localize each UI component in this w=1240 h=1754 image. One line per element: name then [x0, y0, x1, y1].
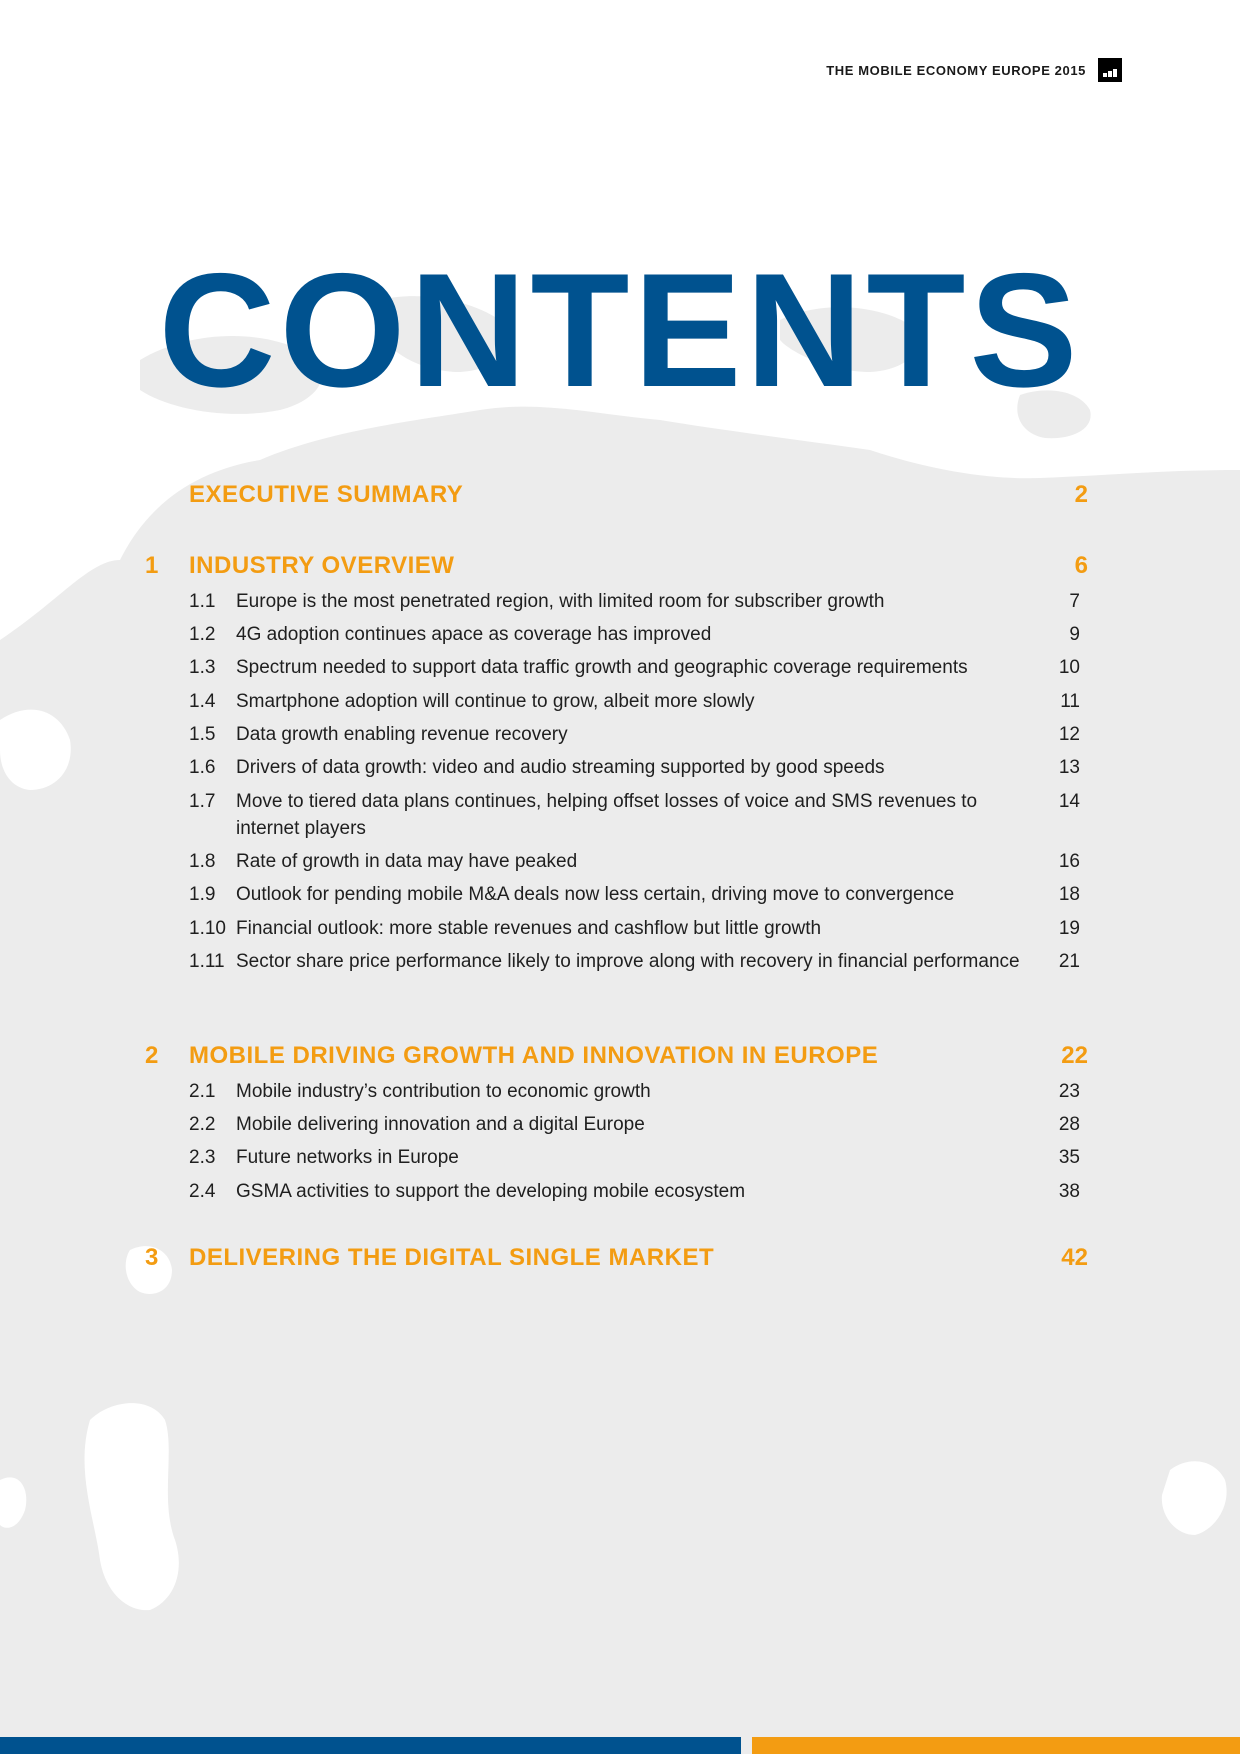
section-number: 1 — [145, 552, 159, 579]
item-page: 16 — [1058, 851, 1080, 872]
toc-executive-summary[interactable] — [0, 481, 1240, 511]
item-number: 1.6 — [189, 757, 216, 778]
item-number: 1.9 — [189, 884, 216, 905]
item-number: 2.1 — [189, 1081, 216, 1102]
item-number: 1.11 — [189, 951, 225, 972]
item-page: 28 — [1058, 1114, 1080, 1135]
section-label: EXECUTIVE SUMMARY — [189, 481, 464, 508]
item-label: Spectrum needed to support data traffic growth and geographic coverage requirements — [236, 657, 968, 678]
item-page: 11 — [1060, 691, 1080, 712]
item-page: 14 — [1058, 791, 1080, 812]
item-label: Sector share price performance likely to improve along with recovery in financial performance — [236, 951, 1020, 972]
item-page: 13 — [1058, 757, 1080, 778]
item-label: Financial outlook: more stable revenues and cashflow but little growth — [236, 918, 822, 939]
item-label: Move to tiered data plans continues, helping offset losses of voice and SMS revenues to internet players — [236, 791, 978, 839]
item-page: 38 — [1058, 1181, 1080, 1202]
item-label: Data growth enabling revenue recovery — [236, 724, 568, 745]
item-number: 1.10 — [189, 918, 226, 939]
footer-bar-orange — [752, 1737, 1240, 1754]
item-label: Outlook for pending mobile M&A deals now less certain, driving move to convergence — [236, 884, 955, 905]
section-label: INDUSTRY OVERVIEW — [189, 552, 455, 579]
item-label: Rate of growth in data may have peaked — [236, 851, 578, 872]
item-number: 1.3 — [189, 657, 216, 678]
item-label: Drivers of data growth: video and audio streaming supported by good speeds — [236, 757, 885, 778]
section-page: 42 — [1061, 1244, 1088, 1271]
section-number: 3 — [145, 1244, 159, 1271]
item-label: Europe is the most penetrated region, with limited room for subscriber growth — [236, 591, 885, 612]
report-header — [826, 58, 1122, 82]
item-page: 10 — [1058, 657, 1080, 678]
item-number: 2.3 — [189, 1147, 216, 1168]
item-label: Mobile delivering innovation and a digital Europe — [236, 1114, 645, 1135]
item-page: 9 — [1069, 624, 1080, 645]
item-number: 1.4 — [189, 691, 216, 712]
toc-section-3[interactable] — [0, 1244, 1240, 1274]
toc-section-1[interactable] — [0, 552, 1240, 582]
item-page: 21 — [1058, 951, 1080, 972]
gsma-logo-icon — [1098, 58, 1122, 82]
page-title: CONTENTS — [158, 240, 1082, 421]
item-page: 18 — [1058, 884, 1080, 905]
section-page: 6 — [1074, 552, 1088, 579]
section-number: 2 — [145, 1042, 159, 1069]
item-number: 1.2 — [189, 624, 216, 645]
report-title: THE MOBILE ECONOMY EUROPE 2015 — [826, 62, 1086, 78]
section-label: MOBILE DRIVING GROWTH AND INNOVATION IN EUROPE — [189, 1042, 879, 1069]
item-page: 35 — [1058, 1147, 1080, 1168]
item-label: Smartphone adoption will continue to grow, albeit more slowly — [236, 691, 755, 712]
item-label: GSMA activities to support the developing mobile ecosystem — [236, 1181, 746, 1202]
item-number: 2.2 — [189, 1114, 216, 1135]
item-number: 2.4 — [189, 1181, 216, 1202]
item-page: 7 — [1069, 591, 1080, 612]
toc-section-2[interactable] — [0, 1042, 1240, 1072]
item-label: Future networks in Europe — [236, 1147, 459, 1168]
section-label: DELIVERING THE DIGITAL SINGLE MARKET — [189, 1244, 715, 1271]
item-number: 1.7 — [189, 791, 216, 812]
item-label: 4G adoption continues apace as coverage has improved — [236, 624, 712, 645]
item-page: 12 — [1058, 724, 1080, 745]
section-page: 22 — [1061, 1042, 1088, 1069]
footer-bar-blue — [0, 1737, 741, 1754]
item-number: 1.5 — [189, 724, 216, 745]
item-page: 23 — [1058, 1081, 1080, 1102]
item-number: 1.1 — [189, 591, 216, 612]
item-number: 1.8 — [189, 851, 216, 872]
section-page: 2 — [1074, 481, 1088, 508]
item-label: Mobile industry’s contribution to economic growth — [236, 1081, 651, 1102]
item-page: 19 — [1058, 918, 1080, 939]
